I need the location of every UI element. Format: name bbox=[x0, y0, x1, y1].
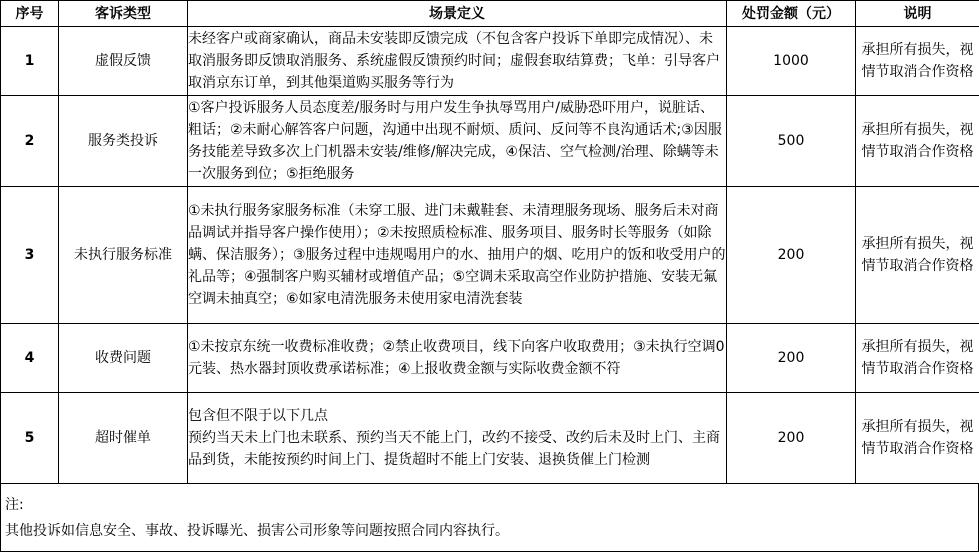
row-description: 承担所有损失，视情节取消合作资格 bbox=[856, 187, 979, 324]
header-number: 序号 bbox=[1, 1, 59, 27]
row-number: 4 bbox=[1, 324, 59, 393]
table-row bbox=[1, 324, 979, 393]
row-complaint-type: 收费问题 bbox=[59, 324, 188, 393]
row-number: 5 bbox=[1, 393, 59, 484]
row-complaint-type: 未执行服务标准 bbox=[59, 187, 188, 324]
header-penalty-amount: 处罚金额（元） bbox=[727, 1, 856, 27]
row-scenario-definition: 未经客户或商家确认，商品未安装即反馈完成（不包含客户投诉下单即完成情况）、未取消服务即反馈取消服务、系统虚假反馈预约时间；虚假套取结算费；飞单：引导客户取消京东订单，到其他渠道购买服务等行为 bbox=[188, 27, 727, 96]
footer-note bbox=[0, 484, 979, 552]
row-complaint-type: 虚假反馈 bbox=[59, 27, 188, 96]
footer-note-label: 注: bbox=[5, 497, 24, 513]
row-penalty-amount: 200 bbox=[727, 187, 856, 324]
header-description: 说明 bbox=[856, 1, 979, 27]
table-row bbox=[1, 393, 979, 484]
row-scenario-definition: 包含但不限于以下几点 预约当天未上门也未联系、预约当天不能上门，改约不接受、改约后未及时上门、主商品到货，未能按预约时间上门、提货超时不能上门安装、退换货催上门检测 bbox=[188, 393, 727, 484]
table-row bbox=[1, 187, 979, 324]
row-description: 承担所有损失，视情节取消合作资格 bbox=[856, 393, 979, 484]
row-complaint-type: 超时催单 bbox=[59, 393, 188, 484]
row-penalty-amount: 1000 bbox=[727, 27, 856, 96]
row-scenario-definition: ①未按京东统一收费标准收费；②禁止收费项目，线下向客户收取费用；③未执行空调0元装、热水器封顶收费承诺标准；④上报收费金额与实际收费金额不符 bbox=[188, 324, 727, 393]
row-penalty-amount: 200 bbox=[727, 393, 856, 484]
row-penalty-amount: 500 bbox=[727, 96, 856, 187]
table-header-row bbox=[1, 1, 979, 27]
footer-note-text: 其他投诉如信息安全、事故、投诉曝光、损害公司形象等问题按照合同内容执行。 bbox=[5, 523, 509, 539]
row-number: 2 bbox=[1, 96, 59, 187]
row-scenario-definition: ①客户投诉服务人员态度差/服务时与用户发生争执辱骂用户/威胁恐吓用户，说脏话、粗话；②未耐心解答客户问题，沟通中出现不耐烦、质问、反问等不良沟通话术;③因服务技能差导致多次上门机器未安装/维修/解决完成，④保洁、空气检测/治理、除螨等未一次服务到位；⑤拒绝服务 bbox=[188, 96, 727, 187]
row-number: 3 bbox=[1, 187, 59, 324]
row-scenario-definition: ①未执行服务家服务标准（未穿工服、进门未戴鞋套、未清理服务现场、服务后未对商品调试并指导客户操作使用）；②未按照质检标准、服务项目、服务时长等服务（如除螨、保洁服务）；③服务过程中违规喝用户的水、抽用户的烟、吃用户的饭和收受用户的礼品等；④强制客户购买辅材或增值产品；⑤空调未采取高空作业防护措施、安装无氟空调未抽真空；⑥如家电清洗服务未使用家电清洗套装 bbox=[188, 187, 727, 324]
header-scenario-definition: 场景定义 bbox=[188, 1, 727, 27]
row-description: 承担所有损失，视情节取消合作资格 bbox=[856, 96, 979, 187]
row-description: 承担所有损失，视情节取消合作资格 bbox=[856, 324, 979, 393]
row-number: 1 bbox=[1, 27, 59, 96]
table-row bbox=[1, 27, 979, 96]
row-penalty-amount: 200 bbox=[727, 324, 856, 393]
row-complaint-type: 服务类投诉 bbox=[59, 96, 188, 187]
table-row bbox=[1, 96, 979, 187]
header-complaint-type: 客诉类型 bbox=[59, 1, 188, 27]
row-description: 承担所有损失，视情节取消合作资格 bbox=[856, 27, 979, 96]
